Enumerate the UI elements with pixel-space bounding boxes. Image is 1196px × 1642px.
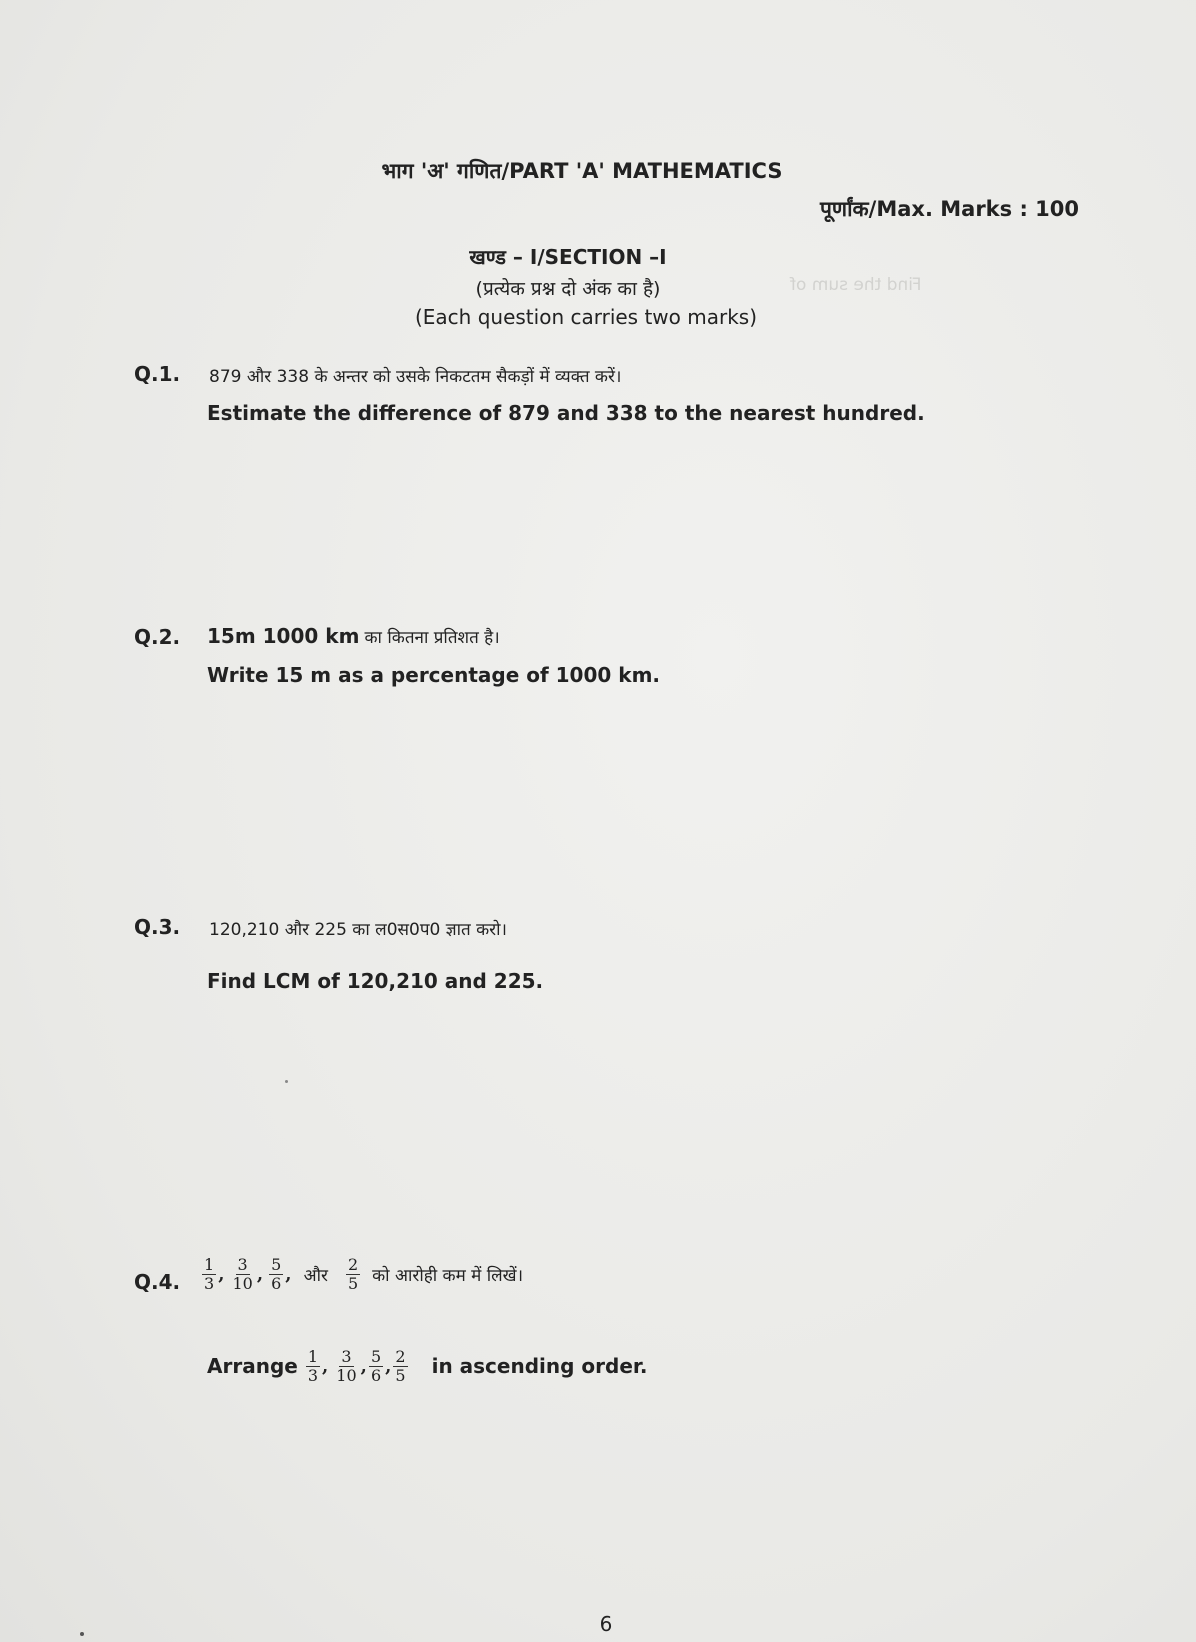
show-through-text: Find the sum of xyxy=(790,275,922,295)
page-number: 6 xyxy=(599,1612,613,1636)
question-text-english: Estimate the difference of 879 and 338 to the nearest hundred. xyxy=(207,401,925,425)
question-text-hindi xyxy=(207,624,500,648)
question-text-english: Arrange $\frac{1}{3}$ , $\frac{3}{10}$ , $\frac{5}{6}$ , $\frac{2}{5}$ in ascending order. xyxy=(207,1347,648,1385)
question-text-hindi-bold: 15m 1000 km xyxy=(207,624,360,648)
fraction: $\frac{2}{5}$ xyxy=(347,1255,359,1293)
fraction: $\frac{2}{5}$ xyxy=(395,1347,406,1385)
section-note-hindi: (प्रत्येक प्रश्न दो अंक का है) xyxy=(475,278,661,300)
max-marks: पूर्णांक/Max. Marks : 100 xyxy=(820,197,1079,221)
section-note-english: (Each question carries two marks) xyxy=(414,305,758,329)
question-text-hindi: 879 और 338 के अन्तर को उसके निकटतम सैकड़ों में व्यक्त करें। xyxy=(209,367,622,387)
question-text-english: Find LCM of 120,210 and 225. xyxy=(207,969,544,993)
question-text-hindi: $\frac{1}{3}$ , $\frac{3}{10}$ , $\frac{5}{6}$ , और $\frac{2}{5}$ को आरोही कम में लिखें। xyxy=(204,1255,524,1293)
section-heading: खण्ड – I/SECTION –I xyxy=(469,245,667,269)
question-number: Q.2. xyxy=(134,625,181,649)
fraction: $\frac{3}{10}$ xyxy=(232,1255,253,1293)
fraction: $\frac{5}{6}$ xyxy=(271,1255,282,1293)
question-text-hindi: 120,210 और 225 का ल0स0प0 ज्ञात करो। xyxy=(209,920,507,940)
question-number: Q.4. xyxy=(134,1270,181,1294)
scan-speck xyxy=(285,1080,288,1083)
question-text-and: और xyxy=(303,1265,328,1286)
fraction: $\frac{1}{3}$ xyxy=(204,1255,215,1293)
question-number: Q.1. xyxy=(134,362,181,386)
arrange-word: Arrange xyxy=(207,1354,298,1379)
question-number: Q.3. xyxy=(134,915,181,939)
fraction: $\frac{1}{3}$ xyxy=(307,1347,319,1385)
question-text-english: Write 15 m as a percentage of 1000 km. xyxy=(207,663,661,687)
question-text-hindi-rest: को आरोही कम में लिखें। xyxy=(372,1265,524,1286)
scan-speck xyxy=(80,1632,84,1636)
question-text-hindi-rest: का कितना प्रतिशत है। xyxy=(364,628,500,648)
ascending-order-text: in ascending order. xyxy=(431,1354,648,1379)
part-title: भाग 'अ' गणित/PART 'A' MATHEMATICS xyxy=(381,159,783,183)
fraction: $\frac{5}{6}$ xyxy=(370,1347,382,1385)
fraction: $\frac{3}{10}$ xyxy=(336,1347,357,1385)
